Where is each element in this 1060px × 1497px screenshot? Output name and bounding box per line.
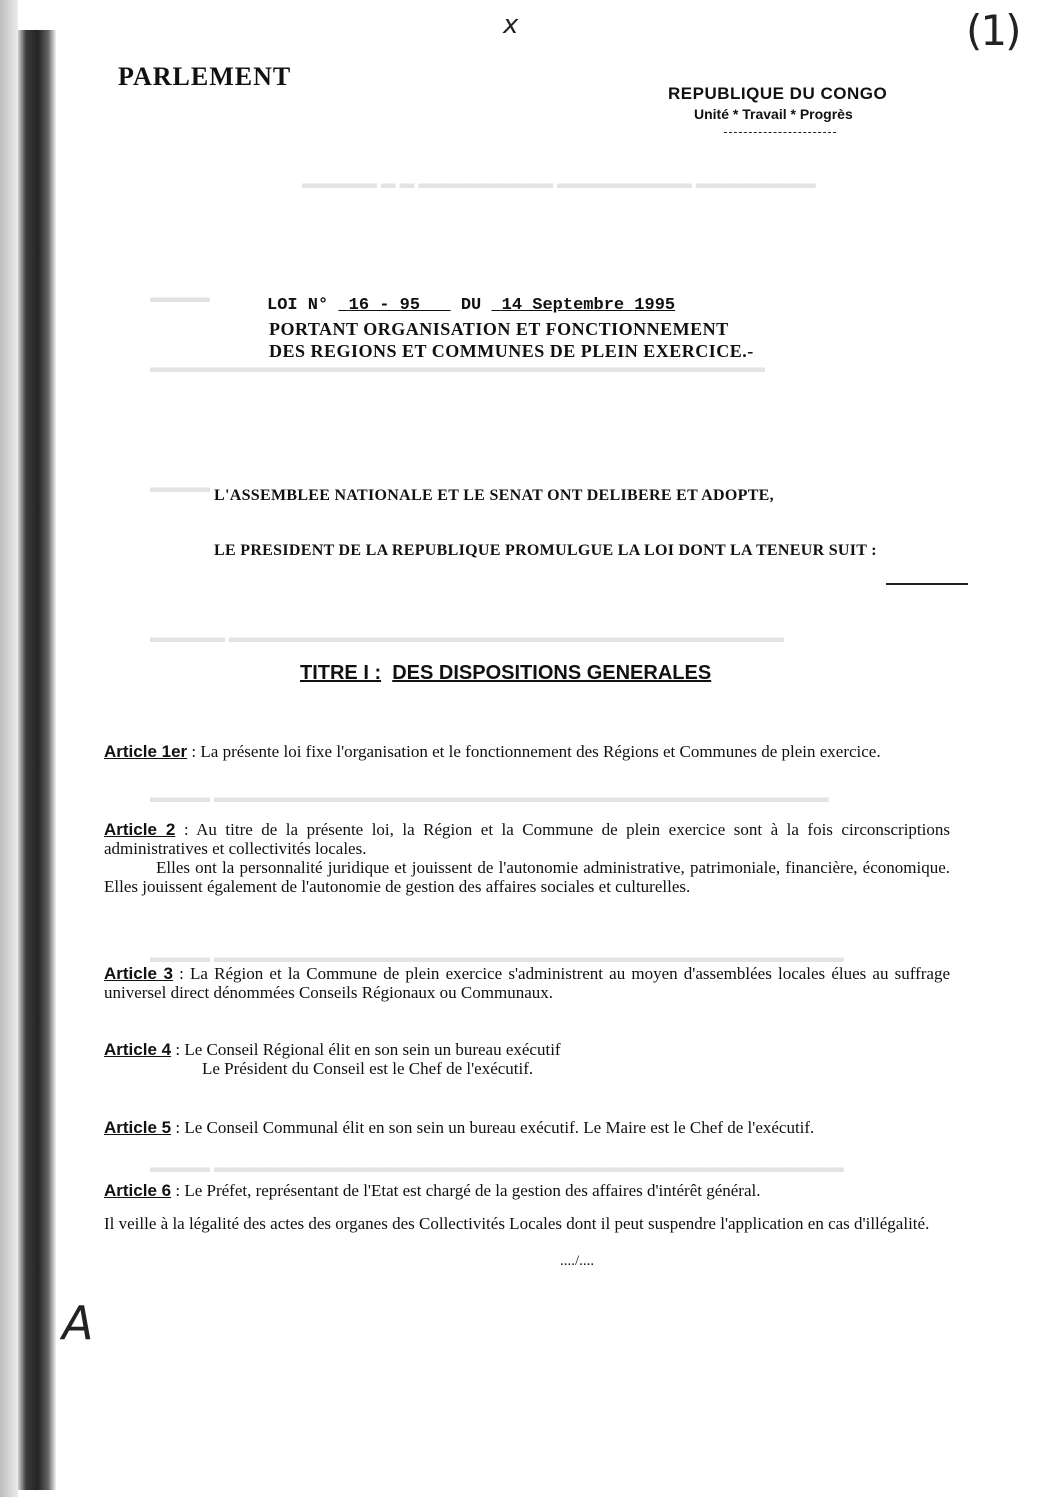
article-label: Article 3 [104, 964, 173, 983]
article-1: Article 1er : La présente loi fixe l'organisation et le fonctionnement des Régions et Communes de plein exercice. [104, 742, 881, 761]
article-3: Article 3 : La Région et la Commune de plein exercice s'administrent au moyen d'assemblées locales élues au suffrage universel direct dénommées Conseils Régionaux ou Communaux. [104, 964, 951, 1002]
law-title [269, 318, 754, 362]
binding-strip [18, 30, 56, 1490]
show-through-text: ▬▬▬▬ ▬▬▬▬▬▬▬▬▬▬▬▬▬▬▬▬▬▬▬▬▬▬▬▬▬▬▬▬▬▬▬▬▬▬▬▬▬▬▬▬▬▬ [150, 950, 844, 966]
article-text: Le Président du Conseil est le Chef de l'exécutif. [202, 1059, 534, 1078]
article-text: La Région et la Commune de plein exercice s'administrent au moyen d'assemblées locales élues au suffrage universel direct dénommées Conseils Régionaux ou Communaux. [104, 964, 951, 1002]
law-number-line [267, 296, 675, 315]
handwritten-page-number: (1) [966, 6, 1020, 55]
article-4: Article 4 : Le Conseil Régional élit en son sein un bureau exécutif Le Président du Conseil est le Chef de l'exécutif. [104, 1040, 950, 1078]
enactment-clause: L'ASSEMBLEE NATIONALE ET LE SENAT ONT DELIBERE ET ADOPTE, [214, 487, 774, 504]
article-text: Le Préfet, représentant de l'Etat est chargé de la gestion des affaires d'intérêt général. [184, 1181, 761, 1200]
titre-heading [300, 662, 711, 685]
article-text: Il veille à la légalité des actes des organes des Collectivités Locales dont il peut suspendre l'application en cas d'illégalité. [104, 1214, 930, 1233]
show-through-text: ▬▬▬▬ [150, 290, 210, 306]
clause-dash [886, 583, 968, 585]
article-label: Article 4 [104, 1040, 172, 1059]
titre-name: DES DISPOSITIONS GENERALES [392, 662, 712, 684]
article-text: Elles ont la personnalité juridique et jouissent de l'autonomie administrative, patrimoniale, financière, économique. Elles jouissent également de l'autonomie de gestion des affaires sociales et culturelles. [104, 858, 950, 896]
handwritten-initials: A [62, 1296, 94, 1350]
law-du-label: DU [460, 296, 482, 315]
show-through-text: ▬▬▬▬▬▬▬▬▬▬▬▬▬▬▬▬▬▬▬▬▬▬▬▬▬▬▬▬▬▬▬▬▬▬▬▬▬▬▬▬▬ [150, 360, 765, 376]
article-label: Article 1er [104, 742, 188, 761]
show-through-text: ▬▬▬▬▬ ▬▬▬▬▬▬▬▬▬▬▬▬▬▬▬▬▬▬▬▬▬▬▬▬▬▬▬▬▬▬▬▬▬▬▬▬▬ [150, 630, 784, 646]
law-prefix: LOI N° [267, 296, 329, 315]
promulgation-clause: LE PRESIDENT DE LA REPUBLIQUE PROMULGUE LA LOI DONT LA TENEUR SUIT : [214, 542, 877, 559]
republic-heading: REPUBLIQUE DU CONGO [668, 84, 888, 103]
page-edge-shadow [0, 0, 18, 1497]
article-text: La présente loi fixe l'organisation et le fonctionnement des Régions et Communes de plein exercice. [200, 742, 881, 761]
article-2: Article 2 : Au titre de la présente loi, la Région et la Commune de plein exercice sont à la fois circonscriptions administratives et collectivités locales. Elles ont la personnalité juridique et jouissent de l'autonomie administrative, patrimoniale, financière, économique. Elles jouissent également de l'autonomie de gestion des affaires sociales et culturelles. [104, 820, 950, 896]
article-label: Article 2 [104, 820, 176, 839]
article-text: Le Conseil Communal élit en son sein un bureau exécutif. Le Maire est le Chef de l'exécutif. [184, 1118, 815, 1137]
article-text: Le Conseil Régional élit en son sein un bureau exécutif [184, 1040, 561, 1059]
article-label: Article 6 [104, 1181, 172, 1200]
law-title-line: DES REGIONS ET COMMUNES DE PLEIN EXERCICE.- [269, 341, 754, 361]
law-number: 16 - 95 [348, 296, 421, 315]
article-label: Article 5 [104, 1118, 172, 1137]
continuation-mark: ..../.... [560, 1253, 595, 1269]
article-text: Au titre de la présente loi, la Région et la Commune de plein exercice sont à la fois circonscriptions administratives et collectivités locales. [104, 820, 950, 858]
article-5: Article 5 : Le Conseil Communal élit en son sein un bureau exécutif. Le Maire est le Chef de l'exécutif. [104, 1118, 815, 1137]
show-through-text: ▬▬▬▬ [150, 480, 210, 496]
article-6: Article 6 : Le Préfet, représentant de l'Etat est chargé de la gestion des affaires d'intérêt général. Il veille à la légalité des actes des organes des Collectivités Locales dont il peut suspendre l'application en cas d'illégalité. [104, 1181, 950, 1233]
national-motto: Unité * Travail * Progrès [694, 106, 853, 122]
motto-underline [724, 132, 836, 133]
titre-label: TITRE I : [300, 662, 382, 684]
show-through-text: ▬▬▬▬ ▬▬▬▬▬▬▬▬▬▬▬▬▬▬▬▬▬▬▬▬▬▬▬▬▬▬▬▬▬▬▬▬▬▬▬▬▬▬▬▬▬ [150, 790, 829, 806]
parliament-heading: PARLEMENT [118, 62, 292, 91]
show-through-text: ▬▬▬▬ ▬▬▬▬▬▬▬▬▬▬▬▬▬▬▬▬▬▬▬▬▬▬▬▬▬▬▬▬▬▬▬▬▬▬▬▬▬▬▬▬▬▬ [150, 1160, 844, 1176]
handwritten-mark: x [503, 10, 519, 40]
show-through-text: ▬▬▬▬▬ ▬ ▬ ▬▬▬▬▬▬▬▬▬ ▬▬▬▬▬▬▬▬▬ ▬▬▬▬▬▬▬▬ [302, 176, 816, 192]
law-title-line: PORTANT ORGANISATION ET FONCTIONNEMENT [269, 319, 729, 339]
law-date: 14 Septembre 1995 [501, 296, 676, 315]
